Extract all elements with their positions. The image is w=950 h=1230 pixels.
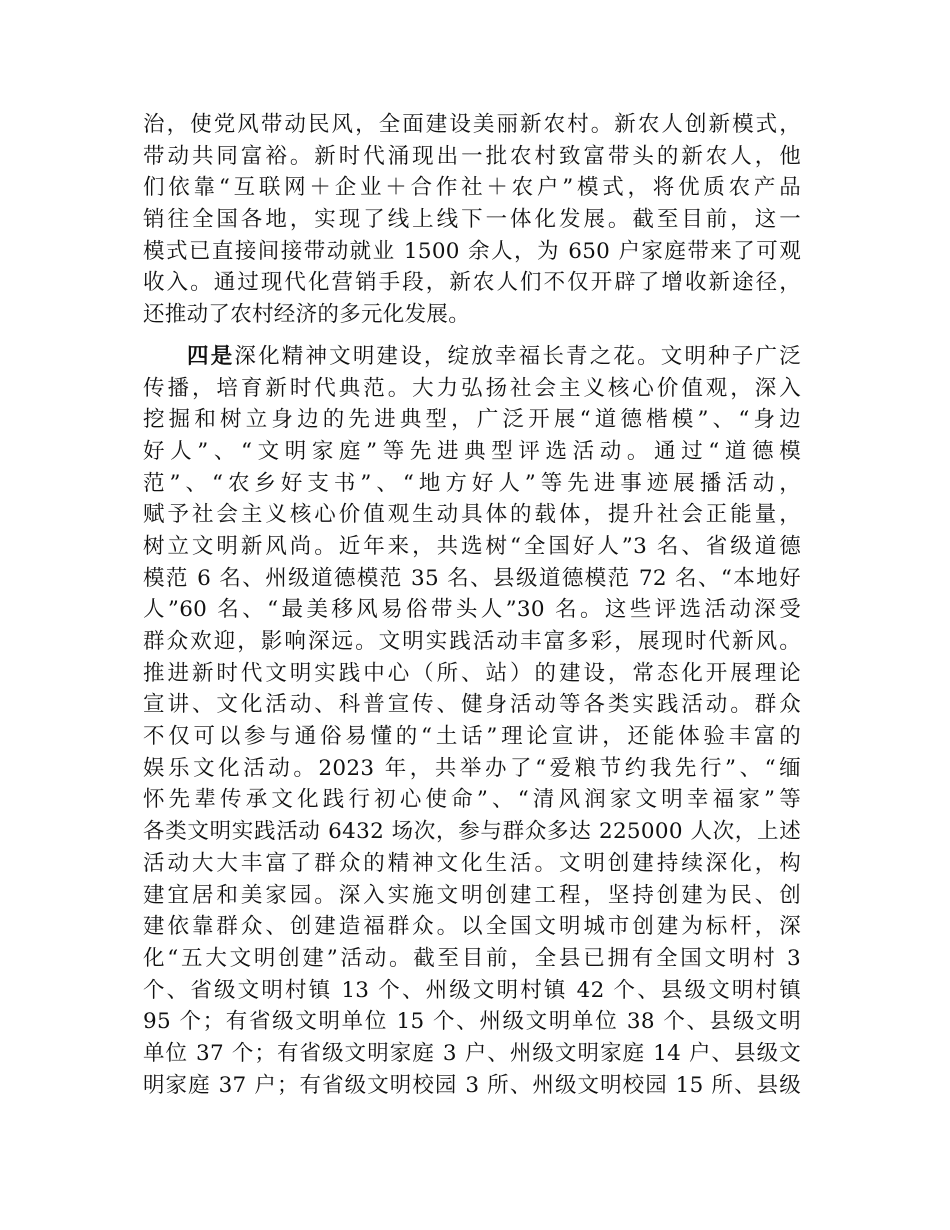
text-line: 人”60 名、“最美移风易俗带头人”30 名。这些评选活动深受 (143, 597, 801, 623)
text-line: 群众欢迎，影响深远。文明实践活动丰富多彩，展现时代新风。 (143, 629, 801, 654)
text-line: 单位 37 个；有省级文明家庭 3 户、州级文明家庭 14 户、县级文 (143, 1040, 801, 1066)
text-line: 95 个；有省级文明单位 15 个、州级文明单位 38 个、县级文明 (143, 1009, 801, 1035)
text-line: 收入。通过现代化营销手段，新农人们不仅开辟了增收新途径， (143, 270, 801, 296)
paragraph-first-line (143, 341, 801, 373)
text-line: 怀先辈传承文化践行初心使命”、“清风润家文明幸福家”等 (143, 787, 801, 813)
text-line: 个、省级文明村镇 13 个、州级文明村镇 42 个、县级文明村镇 (143, 977, 801, 1003)
text-line: 赋予社会主义核心价值观生动具体的载体，提升社会正能量， (143, 502, 801, 528)
text-line: 树立文明新风尚。近年来，共选树“全国好人”3 名、省级道德 (143, 533, 801, 559)
text-line: 娱乐文化活动。2023 年，共举办了“爱粮节约我先行”、“缅 (143, 755, 801, 781)
text-line: 活动大大丰富了群众的精神文化生活。文明创建持续深化，构 (143, 850, 801, 876)
paragraph-spiritual-civilization (143, 341, 801, 1102)
text-line: 模范 6 名、州级道德模范 35 名、县级道德模范 72 名、“本地好 (143, 565, 801, 591)
text-line: 建依靠群众、创建造福群众。以全国文明城市创建为标杆，深 (143, 914, 801, 940)
text-line: 治，使党风带动民风，全面建设美丽新农村。新农人创新模式， (143, 112, 801, 137)
text-line: 销往全国各地，实现了线上线下一体化发展。截至目前，这一 (143, 207, 801, 233)
text-line: 传播，培育新时代典范。大力弘扬社会主义核心价值观，深入 (143, 375, 801, 401)
text-line: 不仅可以参与通俗易懂的“土话”理论宣讲，还能体验丰富的 (143, 724, 801, 750)
document-page (143, 109, 801, 1111)
text-line: 宣讲、文化活动、科普宣传、健身活动等各类实践活动。群众 (143, 692, 801, 718)
text-line: 范”、“农乡好支书”、“地方好人”等先进事迹展播活动， (143, 470, 801, 496)
text-line: 好人”、“文明家庭”等先进典型评选活动。通过“道德模 (143, 438, 801, 464)
text-line: 挖掘和树立身边的先进典型，广泛开展“道德楷模”、“身边 (143, 407, 801, 433)
text-line: 带动共同富裕。新时代涌现出一批农村致富带头的新农人，他 (143, 143, 801, 169)
paragraph-rural-development (143, 109, 801, 331)
text-line: 推进新时代文明实践中心（所、站）的建设，常态化开展理论 (143, 660, 801, 686)
text-line: 化“五大文明创建”活动。截至目前，全县已拥有全国文明村 3 (143, 945, 801, 971)
paragraph-lead-heading: 四是 (187, 343, 235, 369)
text-line: 模式已直接间接带动就业 1500 余人，为 650 户家庭带来了可观 (143, 238, 801, 264)
text-line: 各类文明实践活动 6432 场次，参与群众多达 225000 人次，上述 (143, 819, 801, 845)
text-line: 明家庭 37 户；有省级文明校园 3 所、州级文明校园 15 所、县级 (143, 1072, 801, 1098)
text-line: 还推动了农村经济的多元化发展。 (143, 302, 471, 328)
text-line: 深化精神文明建设，绽放幸福长青之花。文明种子广泛 (234, 343, 802, 369)
text-line: 建宜居和美家园。深入实施文明创建工程，坚持创建为民、创 (143, 882, 801, 908)
text-line: 们依靠“互联网＋企业＋合作社＋农户”模式，将优质农产品 (143, 175, 801, 201)
